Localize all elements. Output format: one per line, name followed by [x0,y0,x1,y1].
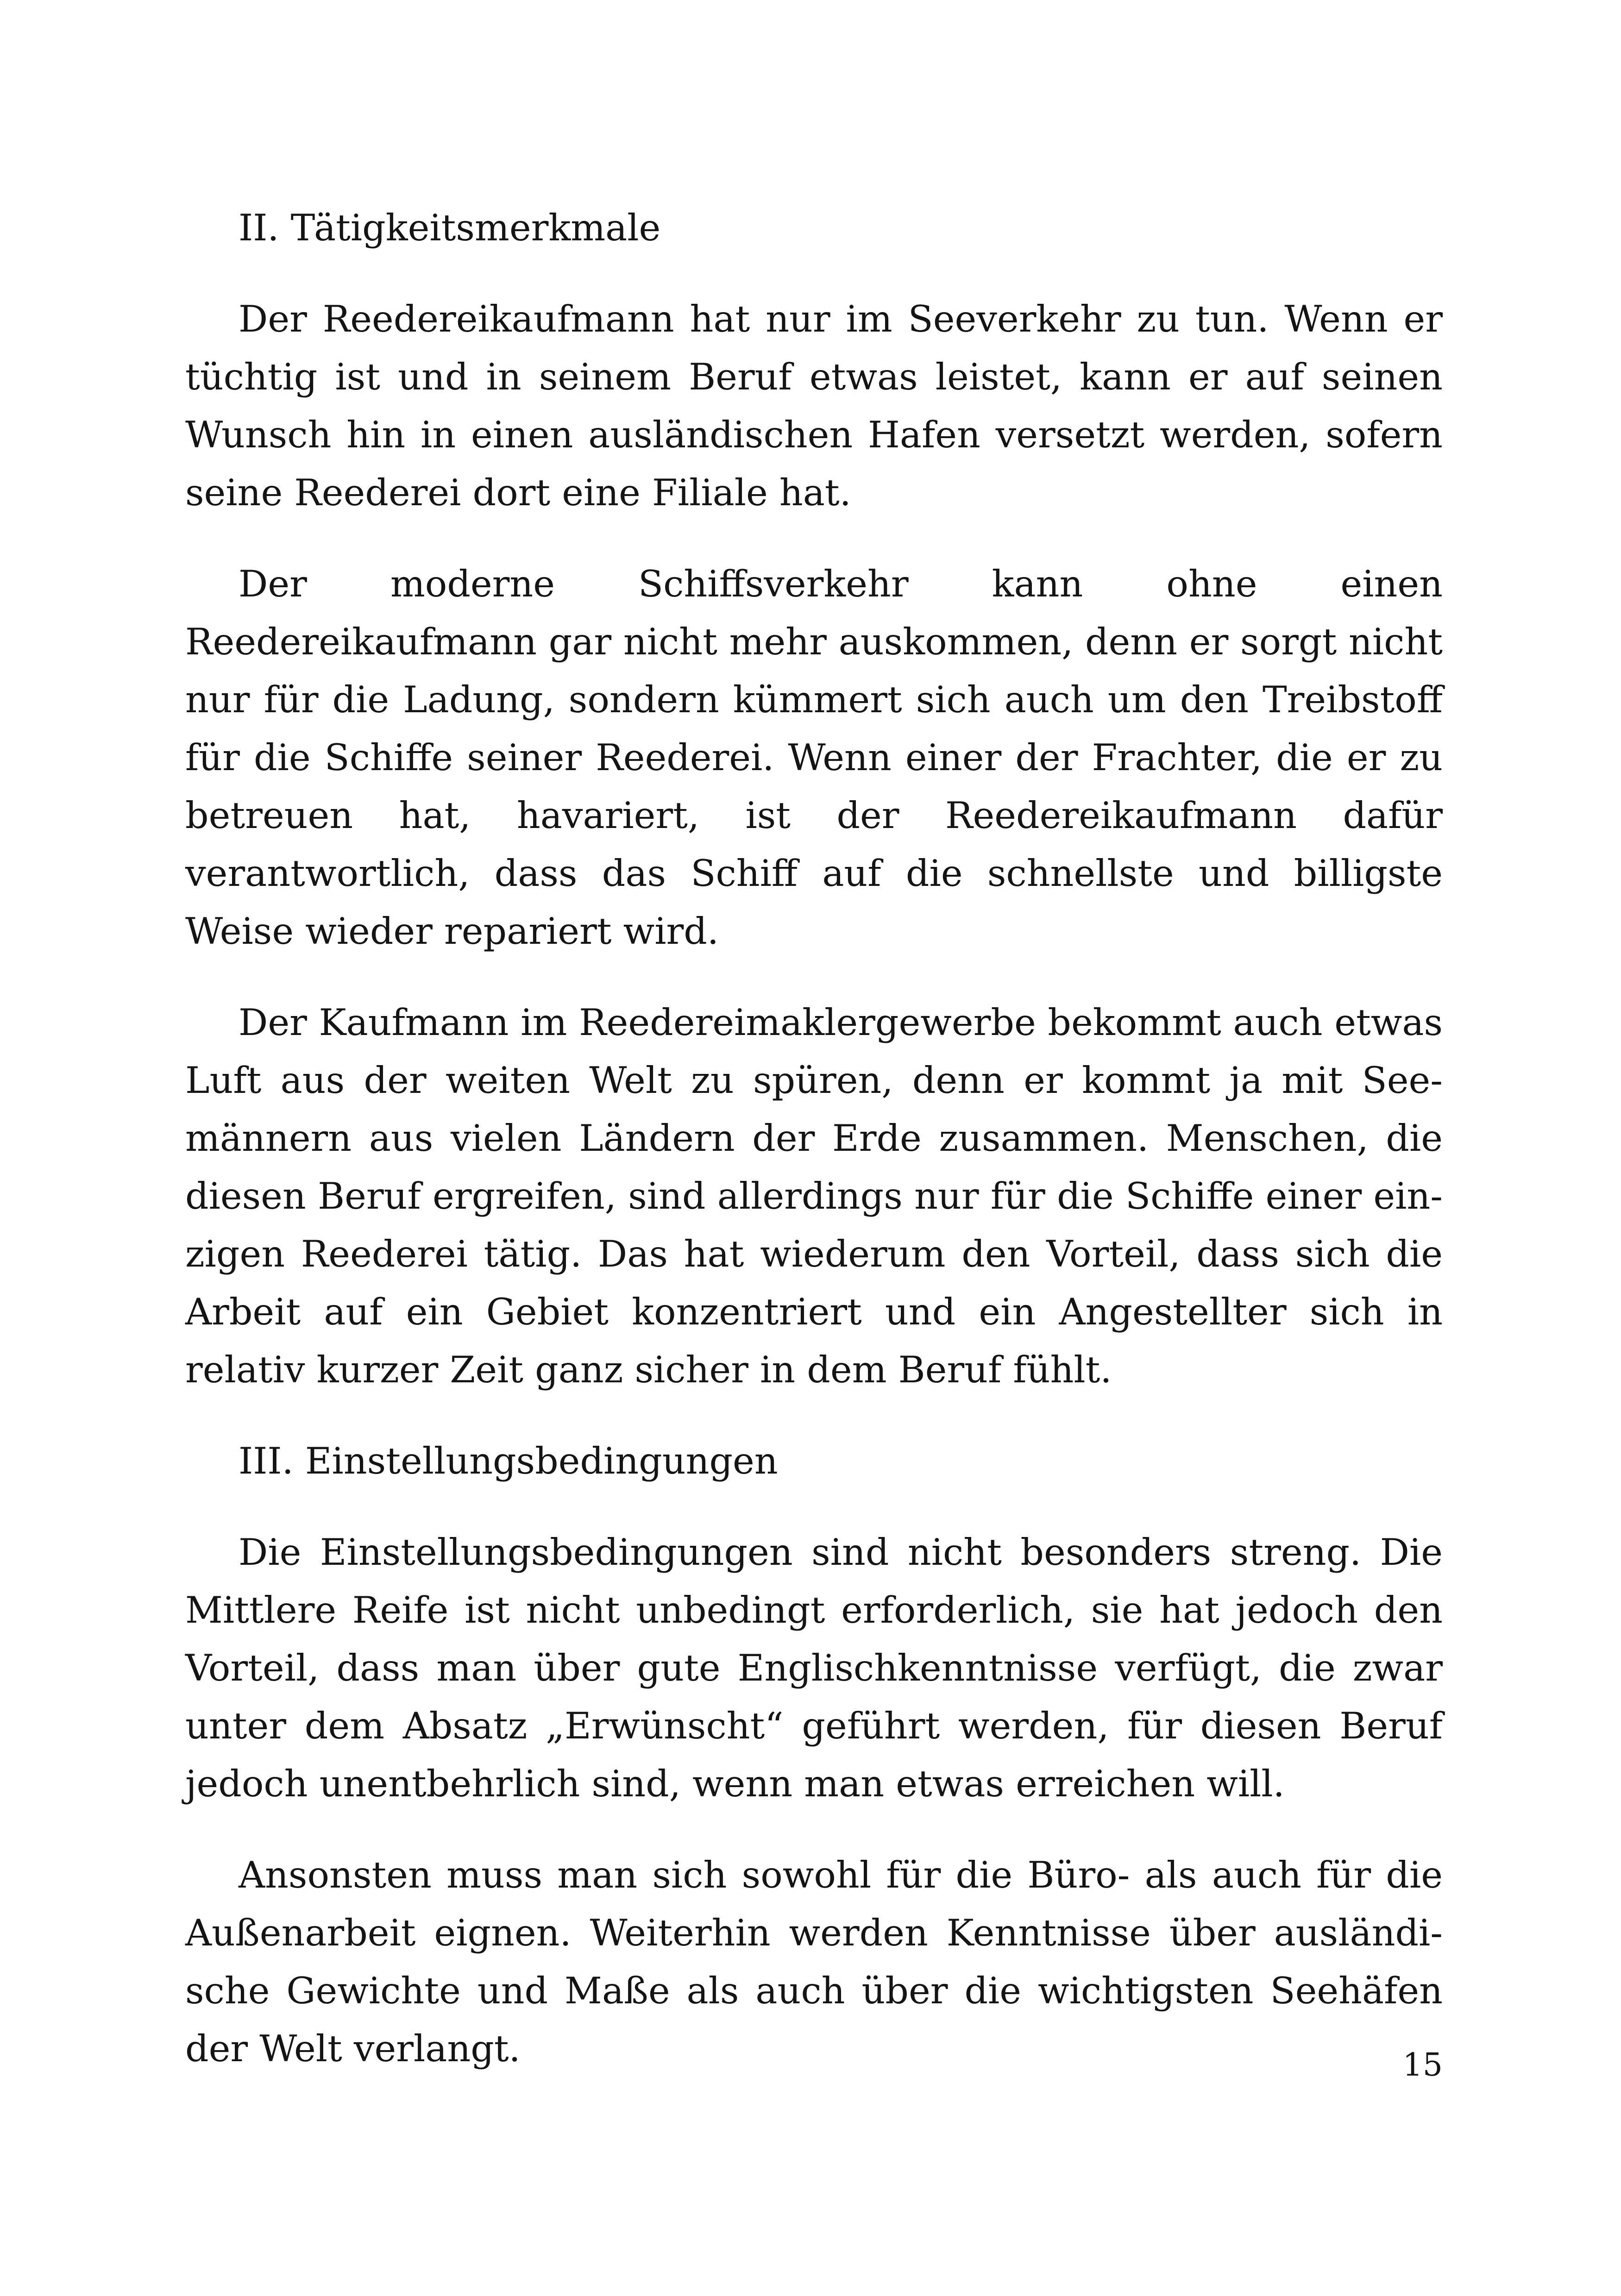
paragraph: Der moderne Schiffsverkehr kann ohne einen Reedereikaufmann gar nicht mehr auskommen, denn er sorgt nicht nur für die Ladung, sondern kümmert sich auch um den Treibstoff für die Schiffe seiner Reederei. Wenn einer der Frachter, die er zu betreuen hat, havariert, ist der Reedereikaufmann dafür verantwortlich, dass das Schiff auf die schnellste und billigste Weise wieder repariert wird. [185,563,1443,953]
section-heading-taetigkeitsmerkmale: II. Tätigkeitsmerkmale [239,207,661,249]
paragraph: Ansonsten muss man sich sowohl für die Büro- als auch für die Außenarbeit eignen. Weiterhin werden Kenntnisse über ausländische Gewichte und Maße als auch über die wichtigsten Seehäfen der Welt verlangt. [185,1854,1443,2070]
paragraph: Der Kaufmann im Reedereimaklergewerbe bekommt auch etwas Luft aus der weiten Welt zu spüren, denn er kommt ja mit Seemännern aus vielen Ländern der Erde zusammen. Menschen, die diesen Beruf ergreifen, sind allerdings nur für die Schiffe einer einzigen Reederei tätig. Das hat wiederum den Vorteil, dass sich die Arbeit auf ein Gebiet konzentriert und ein Angestellter sich in relativ kurzer Zeit ganz sicher in dem Beruf fühlt. [185,1001,1443,1391]
paragraph: Der Reedereikaufmann hat nur im Seeverkehr zu tun. Wenn er tüchtig ist und in seinem Beruf etwas leistet, kann er auf seinen Wunsch hin in einen ausländischen Hafen versetzt werden, sofern seine Reederei dort eine Filiale hat. [185,298,1443,514]
section-heading-einstellungsbedingungen: III. Einstellungsbedingungen [239,1440,778,1482]
page-number: 15 [1402,2047,1443,2083]
text-body [185,199,1443,2111]
paragraph: Die Einstellungsbedingungen sind nicht besonders streng. Die Mittlere Reife ist nicht unbedingt erforderlich, sie hat jedoch den Vorteil, dass man über gute Englischkenntnisse verfügt, die zwar unter dem Absatz „Erwünscht“ geführt werden, für diesen Beruf jedoch unentbehrlich sind, wenn man etwas erreichen will. [185,1531,1443,1805]
